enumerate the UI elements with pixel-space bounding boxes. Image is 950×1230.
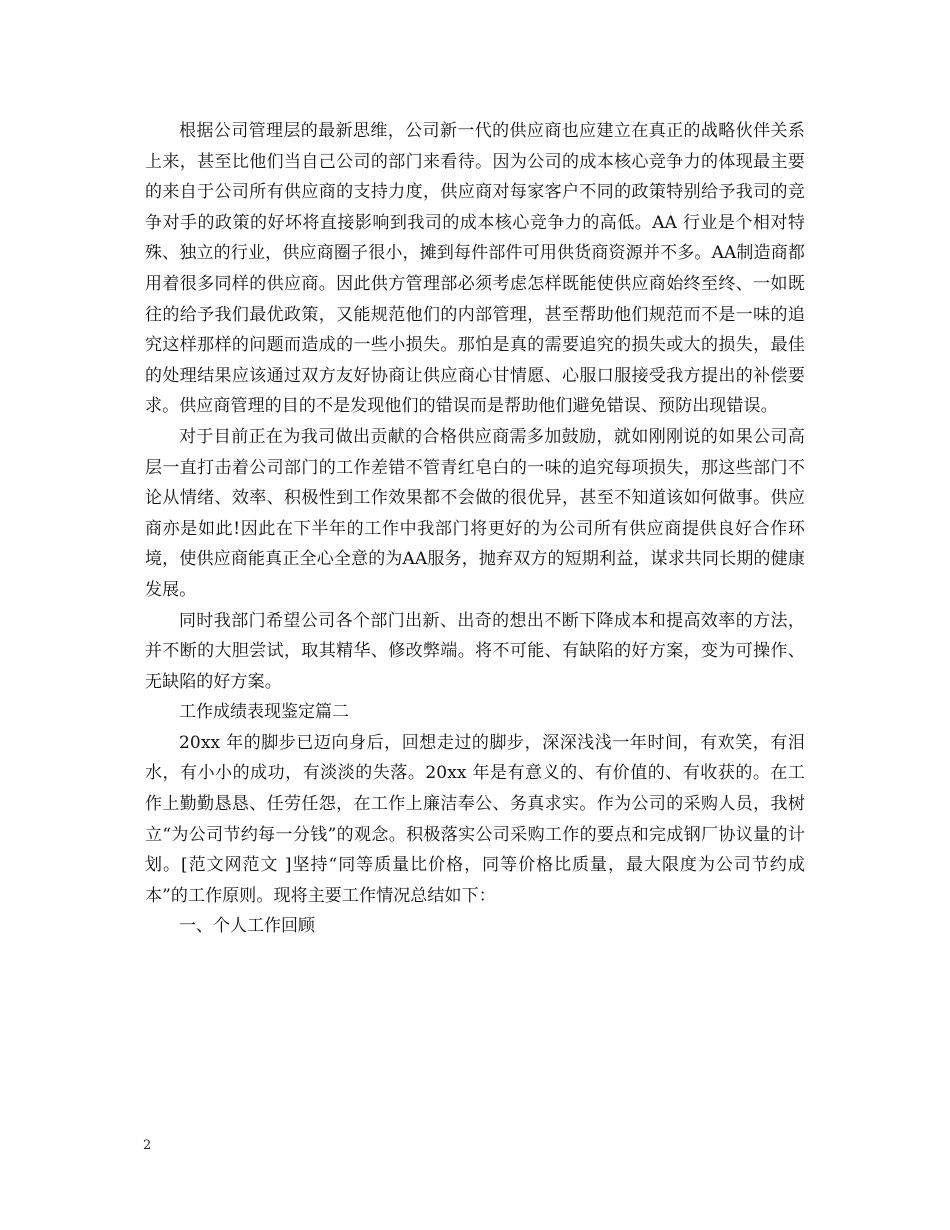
paragraph-year-review: 20xx 年的脚步已迈向身后，回想走过的脚步，深深浅浅一年时间，有欢笑，有泪水，有小小的成功，有淡淡的失落。20xx 年是有意义的、有价值的、有收获的。在工作上勤勤恳恳、任劳任怨，在工作上廉洁奉公、务真求实。作为公司的采购人员，我树立“为公司节约每一分钱”的观念。积极落实公司采购工作的要点和完成钢厂协议量的计划。[范文网范文 ]坚持“同等质量比价格，同等价格比质量，最大限度为公司节约成本”的工作原则。现将主要工作情况总结如下：	[145, 732, 805, 906]
paragraph-cost-efficiency: 同时我部门希望公司各个部门出新、出奇的想出不断下降成本和提高效率的方法，并不断的大胆尝试，取其精华、修改弊端。将不可能、有缺陷的好方案，变为可操作、无缺陷的好方案。	[145, 610, 805, 692]
page-number: 2	[143, 1138, 152, 1153]
section-heading-part-two: 工作成绩表现鉴定篇二	[179, 702, 349, 723]
paragraph-supplier-partnership: 根据公司管理层的最新思维，公司新一代的供应商也应建立在真正的战略伙伴关系上来，甚至比他们当自己公司的部门来看待。因为公司的成本核心竞争力的体现最主要的来自于公司所有供应商的支持力度，供应商对每家客户不同的政策特别给予我司的竞争对手的政策的好坏将直接影响到我司的成本核心竞争力的高低。AA 行业是个相对特殊、独立的行业，供应商圈子很小，摊到每件部件可用供货商资源并不多。AA制造商都用着很多同样的供应商。因此供方管理部必须考虑怎样既能使供应商始终至终、一如既往的给予我们最优政策，又能规范他们的内部管理，甚至帮助他们规范而不是一味的追究这样那样的问题而造成的一些小损失。那怕是真的需要追究的损失或大的损失，最佳的处理结果应该通过双方友好协商让供应商心甘情愿、心服口服接受我方提出的补偿要求。供应商管理的目的不是发现他们的错误而是帮助他们避免错误、预防出现错误。	[145, 121, 805, 417]
paragraph-supplier-encouragement: 对于目前正在为我司做出贡献的合格供应商需多加鼓励，就如刚刚说的如果公司高层一直打击着公司部门的工作差错不管青红皂白的一味的追究每项损失，那这些部门不论从情绪、效率、积极性到工作效果都不会做的很优异，甚至不知道该如何做事。供应商亦是如此!因此在下半年的工作中我部门将更好的为公司所有供应商提供良好合作环境，使供应商能真正全心全意的为AA服务，抛弃双方的短期利益，谋求共同长期的健康发展。	[145, 426, 805, 600]
document-body	[145, 116, 805, 942]
section-heading-personal-review: 一、个人工作回顾	[179, 916, 315, 937]
